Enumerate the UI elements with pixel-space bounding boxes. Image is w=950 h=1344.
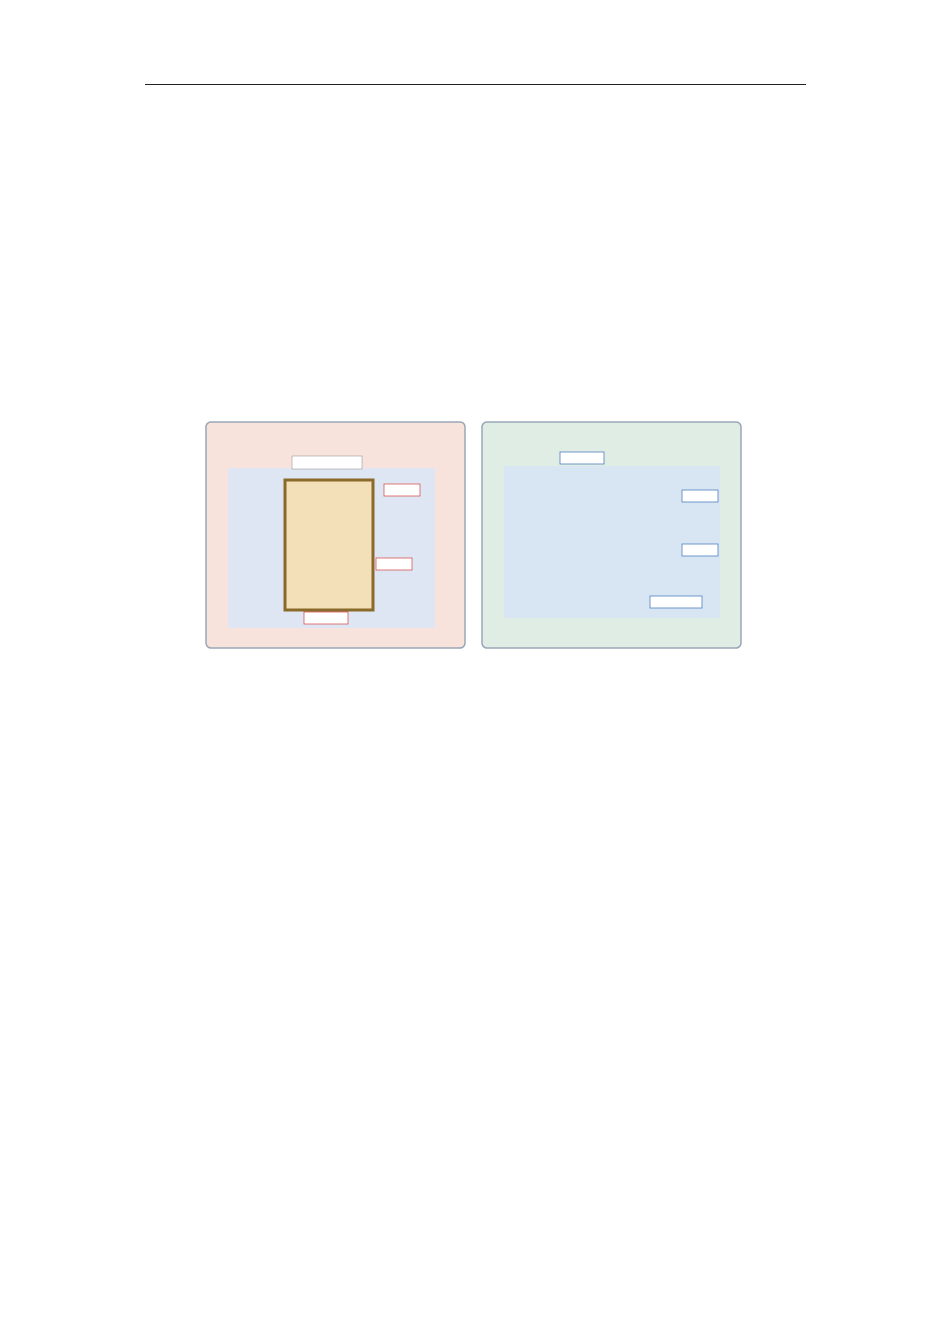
header-rule xyxy=(145,84,806,85)
uniform-transfer-box xyxy=(650,596,702,608)
section-heading xyxy=(145,127,157,151)
untreated-fiber xyxy=(285,480,373,610)
interface-gap-box xyxy=(304,612,348,624)
stress-concentration-box xyxy=(384,484,420,496)
fiber-pullout-box xyxy=(376,558,412,570)
modified-matrix xyxy=(504,466,720,618)
mechanism-figure xyxy=(200,380,750,660)
untreated-panel xyxy=(206,422,465,648)
bridging-box xyxy=(682,544,718,556)
interlock-box xyxy=(682,490,718,502)
fiber-label-box xyxy=(292,456,362,469)
wax-removed-box xyxy=(560,452,604,464)
modified-panel xyxy=(482,422,741,648)
